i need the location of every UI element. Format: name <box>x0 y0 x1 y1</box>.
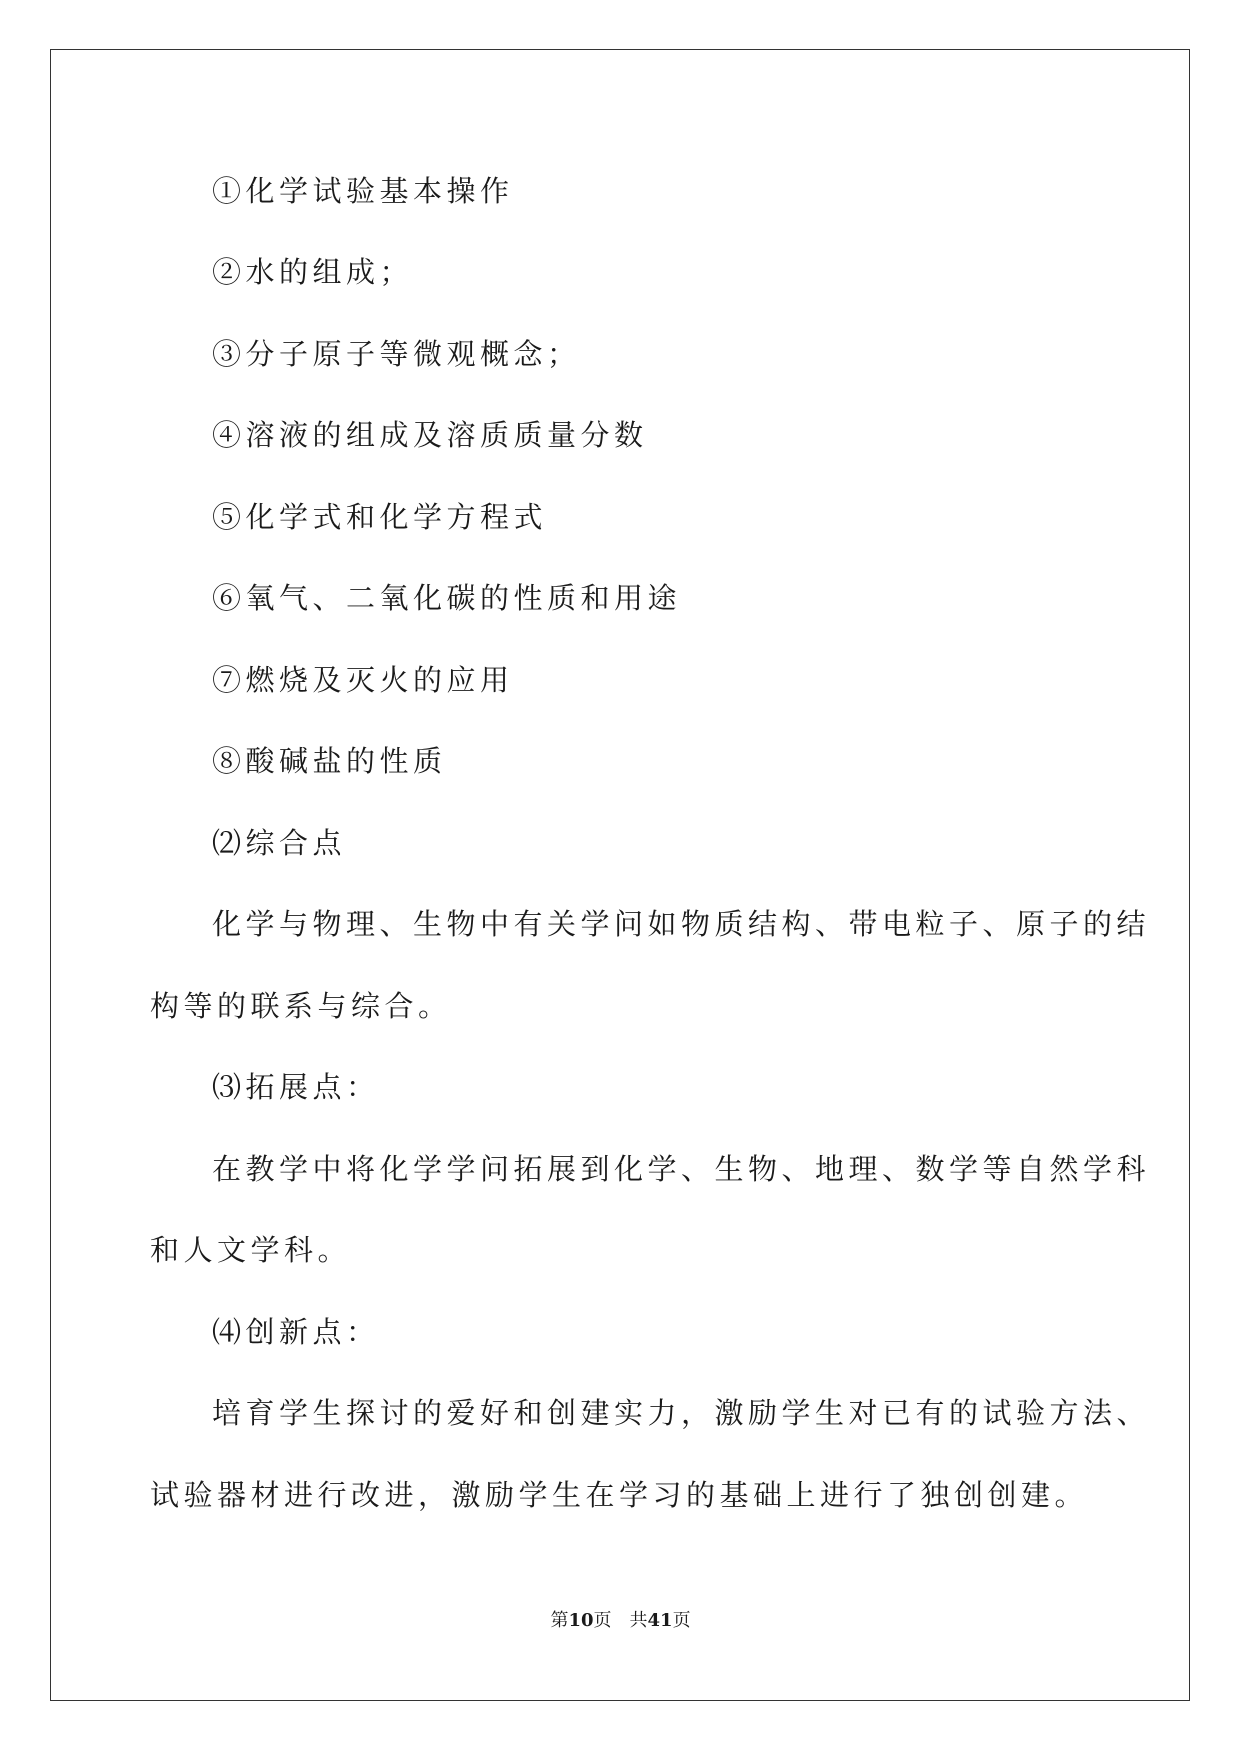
section-heading-extension: ⑶拓展点： <box>212 1070 380 1104</box>
page-border <box>50 49 1190 1701</box>
paragraph-line: 在教学中将化学学问拓展到化学、生物、地理、数学等自然学科 <box>212 1152 1151 1186</box>
current-page-number: 10 <box>568 1610 594 1631</box>
paragraph-line: 试验器材进行改进，激励学生在学习的基础上进行了独创创建。 <box>150 1478 1089 1512</box>
page-footer <box>0 1606 1241 1632</box>
section-heading-innovation: ⑷创新点： <box>212 1315 380 1349</box>
list-item-1: ①化学试验基本操作 <box>212 174 514 208</box>
list-item-5: ⑤化学式和化学方程式 <box>212 500 548 534</box>
total-page-number: 41 <box>647 1610 673 1631</box>
paragraph-line: 化学与物理、生物中有关学问如物质结构、带电粒子、原子的结 <box>212 907 1151 941</box>
paragraph-line: 和人文学科。 <box>150 1233 352 1267</box>
list-item-2: ②水的组成； <box>212 255 414 289</box>
list-item-8: ⑧酸碱盐的性质 <box>212 744 447 778</box>
list-item-3: ③分子原子等微观概念； <box>212 337 581 371</box>
footer-mid: 页 共 <box>593 1610 648 1631</box>
list-item-4: ④溶液的组成及溶质质量分数 <box>212 418 648 452</box>
list-item-6: ⑥氧气、二氧化碳的性质和用途 <box>212 581 682 615</box>
list-item-7: ⑦燃烧及灭火的应用 <box>212 663 514 697</box>
paragraph-line: 构等的联系与综合。 <box>150 989 452 1023</box>
paragraph-line: 培育学生探讨的爱好和创建实力，激励学生对已有的试验方法、 <box>212 1396 1151 1430</box>
footer-prefix: 第 <box>550 1610 569 1631</box>
section-heading-comprehensive: ⑵综合点 <box>212 826 347 860</box>
footer-suffix: 页 <box>672 1610 691 1631</box>
